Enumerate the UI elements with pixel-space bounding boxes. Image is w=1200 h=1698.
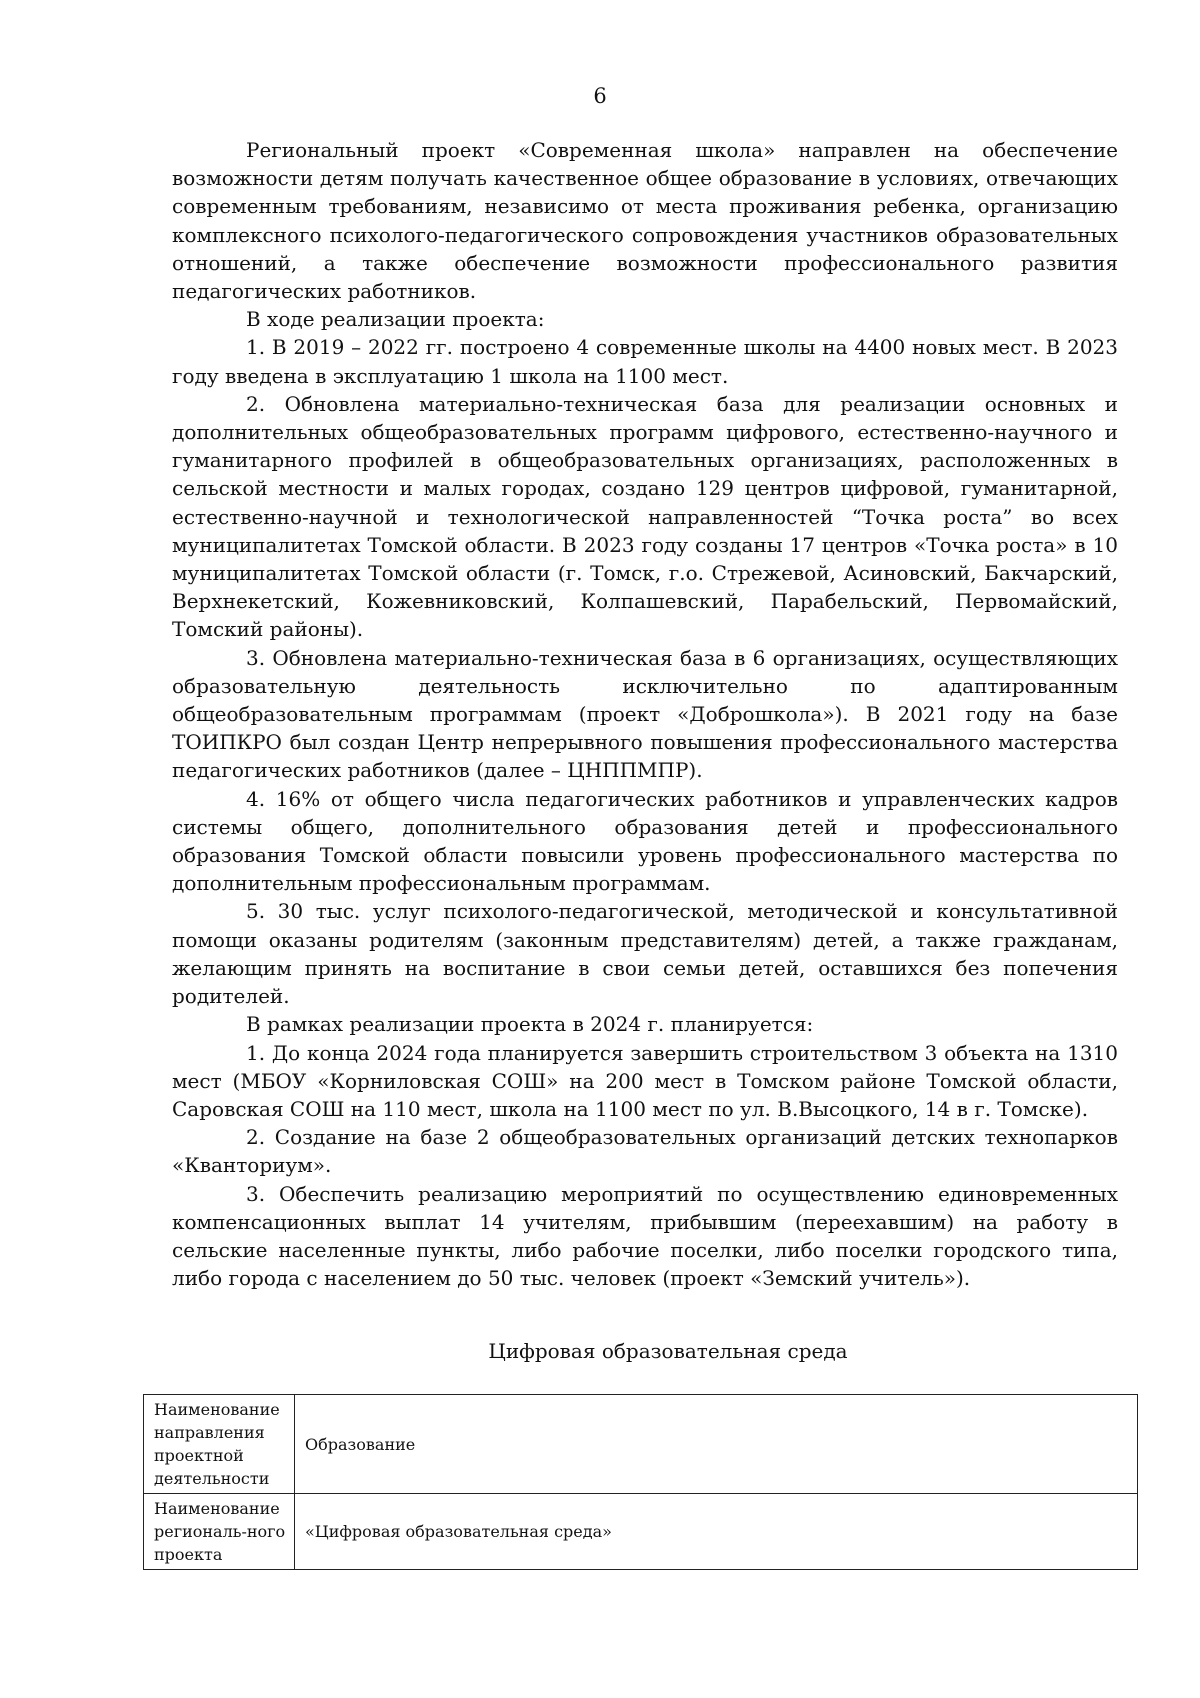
paragraph-plan-heading: В рамках реализации проекта в 2024 г. планируется: [246,1012,814,1037]
table-value-cell: Образование [295,1395,1138,1494]
body-text [172,136,1118,1292]
paragraph-intro: Региональный проект «Современная школа» направлен на обеспечение возможности детям получать качественное общее образование в условиях, отвечающих современным требованиям, независимо от места проживания ребенка, организацию комплексного психолого-педагогического сопровождения участников образовательных отношений, а также обеспечение возможности профессионального развития педагогических работников. [172,138,1118,304]
paragraph-item-4: 4. 16% от общего числа педагогических работников и управленческих кадров системы общего, дополнительного образования детей и профессионального образования Томской области повысили уровень профессионального мастерства по дополнительным профессиональным программам. [172,786,1118,896]
page-number: 6 [593,84,607,108]
table-value-cell: «Цифровая образовательная среда» [295,1494,1138,1570]
paragraph-plan-item-3: 3. Обеспечить реализацию мероприятий по осуществлению единовременных компенсационных выплат 14 учителям, прибывшим (переехавшим) на работу в сельские населенные пункты, либо рабочие поселки, либо поселки городского типа, либо города с населением до 50 тыс. человек (проект «Земский учитель»). [172,1181,1118,1291]
table-row [144,1395,1138,1494]
table-row [144,1494,1138,1570]
table-label-cell: Наименование региональ-ного проекта [144,1494,295,1570]
paragraph-item-2: 2. Обновлена материально-техническая база для реализации основных и дополнительных общеобразовательных программ цифрового, естественно-научного и гуманитарного профилей в общеобразовательных организациях, расположенных в сельской местности и малых городах, создано 129 центров цифровой, гуманитарной, естественно-научной и технологической направленностей “Точка роста” во всех муниципалитетах Томской области. В 2023 году созданы 17 центров «Точка роста» в 10 муниципалитетах Томской области (г. Томск, г.о. Стрежевой, Асиновский, Бакчарский, Верхнекетский, Кожевниковский, Колпашевский, Парабельский, Первомайский, Томский районы). [172,391,1118,642]
paragraph-item-1: 1. В 2019 – 2022 гг. построено 4 современные школы на 4400 новых мест. В 2023 году введена в эксплуатацию 1 школа на 1100 мест. [172,335,1118,388]
paragraph-plan-item-1: 1. До конца 2024 года планируется завершить строительством 3 объекта на 1310 мест (МБОУ «Корниловская СОШ» на 200 мест в Томском районе Томской области, Саровская СОШ на 110 мест, школа на 1100 мест по ул. В.Высоцкого, 14 в г. Томске). [172,1040,1118,1121]
project-info-table [143,1394,1138,1570]
paragraph-item-3: 3. Обновлена материально-техническая база в 6 организациях, осуществляющих образовательную деятельность исключительно по адаптированным общеобразовательным программам (проект «Доброшкола»). В 2021 году на базе ТОИПКРО был создан Центр непрерывного повышения профессионального мастерства педагогических работников (далее – ЦНППМПР). [172,645,1118,783]
table-label-cell: Наименование направления проектной деятельности [144,1395,295,1494]
paragraph-plan-item-2: 2. Создание на базе 2 общеобразовательных организаций детских технопарков «Кванториум». [172,1125,1118,1178]
paragraph-progress-heading: В ходе реализации проекта: [246,307,545,332]
section-heading: Цифровая образовательная среда [488,1339,848,1363]
paragraph-item-5: 5. 30 тыс. услуг психолого-педагогической, методической и консультативной помощи оказаны родителям (законным представителям) детей, а также гражданам, желающим принять на воспитание в свои семьи детей, оставшихся без попечения родителей. [172,899,1118,1009]
